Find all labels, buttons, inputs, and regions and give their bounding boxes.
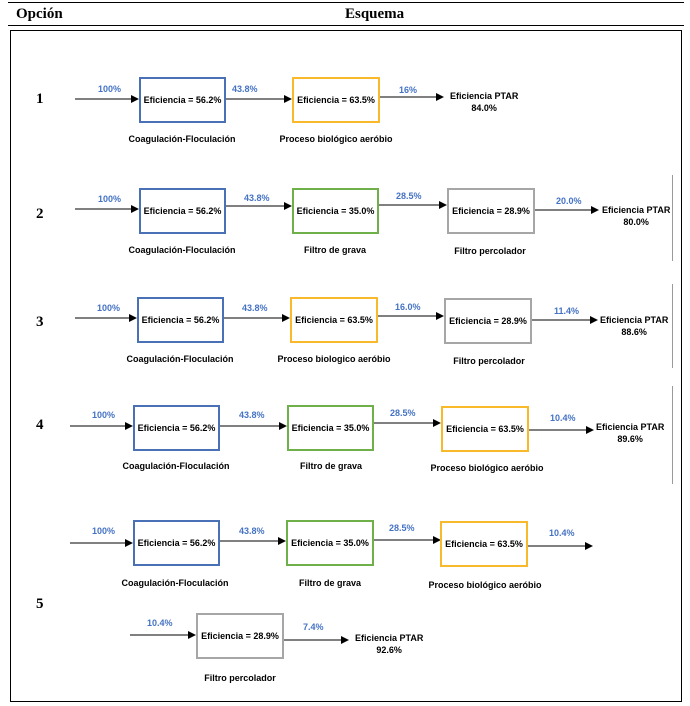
flow-r5-6: 7.4% xyxy=(303,622,324,632)
flow-r1-2: 43.8% xyxy=(232,84,258,94)
process-box-r5-1: Eficiencia = 56.2% xyxy=(133,520,220,566)
process-box-r2-2: Eficiencia = 35.0% xyxy=(292,188,379,234)
flow-r4-1: 100% xyxy=(92,410,116,420)
result-r5 xyxy=(355,632,423,656)
caption-r3-3: Filtro percolador xyxy=(453,356,525,366)
process-box-r5-2: Eficiencia = 35.0% xyxy=(286,520,374,566)
caption-r2-1: Coagulación-Floculación xyxy=(128,245,236,255)
row4-right-line xyxy=(672,386,673,484)
process-box-r5-3: Eficiencia = 63.5% xyxy=(440,521,528,567)
caption-r2-2: Filtro de grava xyxy=(303,245,367,255)
flow-r2-4: 20.0% xyxy=(556,196,582,206)
flow-r4-3: 28.5% xyxy=(390,408,416,418)
header-scheme: Esquema xyxy=(345,6,405,22)
row2-right-line xyxy=(672,175,673,261)
option-number-3: 3 xyxy=(36,314,44,330)
result-value-r4: 89.6% xyxy=(617,434,643,444)
header-option: Opción xyxy=(16,6,63,22)
option-number-5: 5 xyxy=(36,596,44,612)
flow-r5-3: 28.5% xyxy=(389,523,415,533)
process-box-r1-1: Eficiencia = 56.2% xyxy=(139,77,226,123)
caption-r5-2: Filtro de grava xyxy=(298,578,362,588)
flow-r4-4: 10.4% xyxy=(550,413,576,423)
process-box-r1-2: Eficiencia = 63.5% xyxy=(292,77,380,123)
result-r3 xyxy=(600,314,668,338)
process-box-r4-3: Eficiencia = 63.5% xyxy=(441,406,529,452)
flow-r2-2: 43.8% xyxy=(244,193,270,203)
flow-r4-2: 43.8% xyxy=(239,410,265,420)
caption-r3-1: Coagulación-Floculación xyxy=(126,354,234,364)
caption-r1-1: Coagulación-Floculación xyxy=(128,134,236,144)
caption-r3-2: Proceso biologico aeróbio xyxy=(277,354,391,364)
process-box-r5-4: Eficiencia = 28.9% xyxy=(196,613,284,659)
result-r2 xyxy=(602,204,670,228)
result-r1 xyxy=(450,90,518,114)
result-label-r1: Eficiencia PTAR xyxy=(450,91,519,101)
result-value-r1: 84.0% xyxy=(471,103,497,113)
caption-r4-1: Coagulación-Floculación xyxy=(122,461,230,471)
flow-r3-4: 11.4% xyxy=(554,306,580,316)
flow-r2-3: 28.5% xyxy=(396,191,422,201)
process-box-r3-1: Eficiencia = 56.2% xyxy=(137,297,224,343)
process-box-r2-3: Eficiencia = 28.9% xyxy=(447,188,535,234)
process-box-r3-3: Eficiencia = 28.9% xyxy=(444,298,532,344)
process-box-r3-2: Eficiencia = 63.5% xyxy=(290,297,378,343)
caption-r1-2: Proceso biológico aeróbio xyxy=(279,134,393,144)
caption-r2-3: Filtro percolador xyxy=(454,246,526,256)
flow-r5-2: 43.8% xyxy=(239,526,265,536)
caption-r4-2: Filtro de grava xyxy=(299,461,363,471)
result-value-r5: 92.6% xyxy=(376,645,402,655)
caption-r4-3: Proceso biológico aeróbio xyxy=(430,463,544,473)
process-box-r4-1: Eficiencia = 56.2% xyxy=(133,405,220,451)
option-number-2: 2 xyxy=(36,206,44,222)
result-r4 xyxy=(596,421,664,445)
flow-r3-1: 100% xyxy=(97,303,121,313)
flow-r3-2: 43.8% xyxy=(242,303,268,313)
flow-r5-4: 10.4% xyxy=(549,528,575,538)
flow-r5-5: 10.4% xyxy=(147,618,173,628)
flow-r1-3: 16% xyxy=(399,85,418,95)
flow-r1-1: 100% xyxy=(98,84,122,94)
result-value-r2: 80.0% xyxy=(623,217,649,227)
result-label-r5: Eficiencia PTAR xyxy=(355,633,424,643)
caption-r5-1: Coagulación-Floculación xyxy=(121,578,229,588)
caption-r5-4: Filtro percolador xyxy=(204,673,276,683)
flow-r2-1: 100% xyxy=(98,194,122,204)
caption-r5-3: Proceso biológico aeróbio xyxy=(428,580,542,590)
result-label-r4: Eficiencia PTAR xyxy=(596,422,665,432)
process-box-r2-1: Eficiencia = 56.2% xyxy=(139,188,226,234)
flow-r5-1: 100% xyxy=(92,526,116,536)
option-number-4: 4 xyxy=(36,417,44,433)
option-number-1: 1 xyxy=(36,91,44,107)
result-label-r3: Eficiencia PTAR xyxy=(600,315,669,325)
result-value-r3: 88.6% xyxy=(621,327,647,337)
flow-r3-3: 16.0% xyxy=(395,302,421,312)
process-box-r4-2: Eficiencia = 35.0% xyxy=(287,405,374,451)
row3-right-line xyxy=(672,284,673,368)
result-label-r2: Eficiencia PTAR xyxy=(602,205,671,215)
